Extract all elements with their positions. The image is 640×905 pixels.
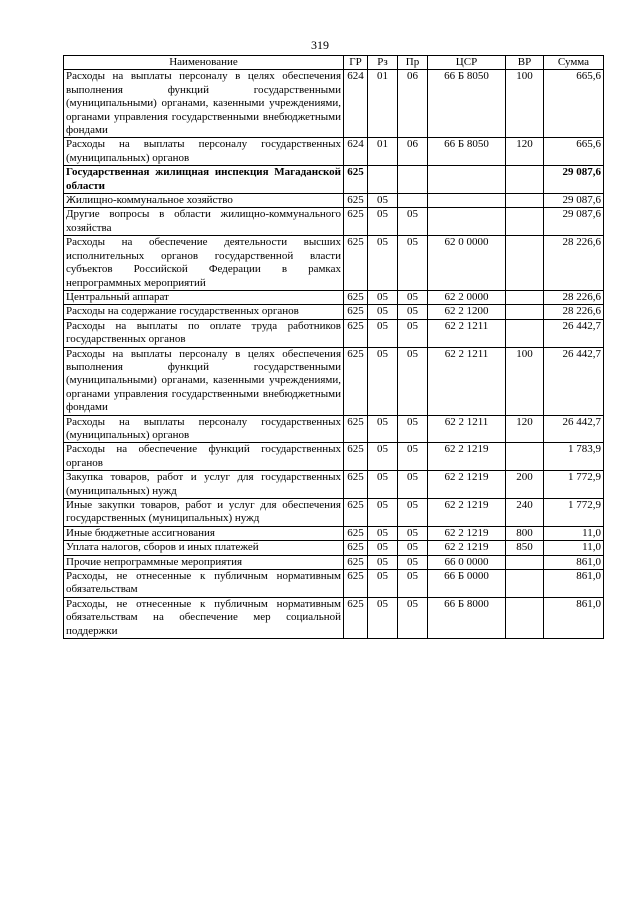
cell-csr: 62 2 1219: [428, 541, 506, 555]
cell-rz: 05: [368, 570, 398, 598]
table-row: [64, 236, 604, 291]
table-row: [64, 526, 604, 540]
cell-sum: 26 442,7: [544, 415, 604, 443]
cell-rz: 05: [368, 526, 398, 540]
cell-pr: 05: [398, 499, 428, 527]
cell-name: Жилищно-коммунальное хозяйство: [64, 194, 344, 208]
cell-vr: 200: [506, 471, 544, 499]
cell-gr: 625: [344, 236, 368, 291]
cell-name: Расходы на выплаты персоналу государственных (муниципальных) органов: [64, 415, 344, 443]
header-gr: ГР: [344, 56, 368, 70]
cell-vr: 120: [506, 138, 544, 166]
cell-csr: 62 2 1219: [428, 443, 506, 471]
cell-sum: 861,0: [544, 555, 604, 569]
cell-rz: 01: [368, 138, 398, 166]
cell-rz: 05: [368, 319, 398, 347]
cell-sum: 26 442,7: [544, 319, 604, 347]
header-vr: ВР: [506, 56, 544, 70]
table-row: [64, 70, 604, 138]
cell-rz: 05: [368, 499, 398, 527]
cell-rz: 05: [368, 443, 398, 471]
cell-vr: [506, 319, 544, 347]
table-row: [64, 194, 604, 208]
cell-sum: 28 226,6: [544, 290, 604, 304]
cell-rz: 05: [368, 347, 398, 415]
cell-gr: 625: [344, 208, 368, 236]
cell-gr: 625: [344, 555, 368, 569]
table-row: [64, 555, 604, 569]
cell-name: Расходы на выплаты персоналу в целях обеспечения выполнения функций государственными (муниципальными) органами, казенными учреждениями, органами управления государственными внебюджетными фондами: [64, 347, 344, 415]
table-row: [64, 305, 604, 319]
cell-rz: 05: [368, 305, 398, 319]
cell-vr: [506, 236, 544, 291]
cell-rz: 05: [368, 471, 398, 499]
cell-rz: 05: [368, 415, 398, 443]
cell-csr: 62 2 0000: [428, 290, 506, 304]
cell-gr: 625: [344, 570, 368, 598]
cell-name: Центральный аппарат: [64, 290, 344, 304]
table-row: [64, 471, 604, 499]
cell-vr: [506, 166, 544, 194]
cell-pr: 05: [398, 347, 428, 415]
cell-sum: 1 772,9: [544, 471, 604, 499]
cell-csr: 66 Б 8050: [428, 70, 506, 138]
cell-name: Расходы на содержание государственных органов: [64, 305, 344, 319]
cell-csr: 62 2 1211: [428, 347, 506, 415]
header-csr: ЦСР: [428, 56, 506, 70]
cell-pr: [398, 194, 428, 208]
cell-gr: 624: [344, 70, 368, 138]
cell-name: Другие вопросы в области жилищно-коммунального хозяйства: [64, 208, 344, 236]
table-row: [64, 319, 604, 347]
cell-csr: 62 2 1211: [428, 319, 506, 347]
cell-pr: [398, 166, 428, 194]
cell-pr: 05: [398, 555, 428, 569]
cell-vr: [506, 290, 544, 304]
table-row: [64, 290, 604, 304]
cell-csr: 66 0 0000: [428, 555, 506, 569]
cell-sum: 29 087,6: [544, 194, 604, 208]
header-rz: Рз: [368, 56, 398, 70]
cell-pr: 05: [398, 471, 428, 499]
cell-pr: 05: [398, 597, 428, 638]
table-row: [64, 347, 604, 415]
cell-gr: 625: [344, 290, 368, 304]
cell-csr: 66 Б 0000: [428, 570, 506, 598]
cell-csr: 62 2 1211: [428, 415, 506, 443]
table-row: [64, 166, 604, 194]
cell-gr: 625: [344, 194, 368, 208]
cell-sum: 665,6: [544, 138, 604, 166]
cell-name: Расходы на выплаты персоналу в целях обеспечения выполнения функций государственными (муниципальными) органами, казенными учреждениями, органами управления государственными внебюджетными фондами: [64, 70, 344, 138]
cell-pr: 05: [398, 541, 428, 555]
cell-name: Расходы, не отнесенные к публичным нормативным обязательствам на обеспечение мер социальной поддержки: [64, 597, 344, 638]
cell-name: Расходы на выплаты по оплате труда работников государственных органов: [64, 319, 344, 347]
cell-rz: 05: [368, 597, 398, 638]
cell-name: Уплата налогов, сборов и иных платежей: [64, 541, 344, 555]
cell-sum: 26 442,7: [544, 347, 604, 415]
cell-sum: 28 226,6: [544, 236, 604, 291]
header-name: Наименование: [64, 56, 344, 70]
cell-name: Расходы, не отнесенные к публичным нормативным обязательствам: [64, 570, 344, 598]
cell-sum: 1 783,9: [544, 443, 604, 471]
cell-gr: 625: [344, 347, 368, 415]
cell-vr: [506, 443, 544, 471]
cell-gr: 625: [344, 415, 368, 443]
table-row: [64, 208, 604, 236]
cell-name: Расходы на выплаты персоналу государственных (муниципальных) органов: [64, 138, 344, 166]
cell-rz: [368, 166, 398, 194]
cell-pr: 05: [398, 305, 428, 319]
cell-pr: 05: [398, 236, 428, 291]
table-row: [64, 541, 604, 555]
header-row: [64, 56, 604, 70]
cell-rz: 01: [368, 70, 398, 138]
table-header: [64, 56, 604, 70]
cell-name: Закупка товаров, работ и услуг для государственных (муниципальных) нужд: [64, 471, 344, 499]
cell-csr: [428, 194, 506, 208]
cell-csr: 66 Б 8050: [428, 138, 506, 166]
cell-sum: 28 226,6: [544, 305, 604, 319]
cell-rz: 05: [368, 194, 398, 208]
cell-sum: 861,0: [544, 597, 604, 638]
cell-rz: 05: [368, 236, 398, 291]
cell-pr: 05: [398, 415, 428, 443]
cell-vr: [506, 555, 544, 569]
header-sum: Сумма: [544, 56, 604, 70]
table-row: [64, 499, 604, 527]
header-pr: Пр: [398, 56, 428, 70]
cell-rz: 05: [368, 555, 398, 569]
cell-csr: 62 2 1219: [428, 526, 506, 540]
cell-vr: 100: [506, 70, 544, 138]
cell-gr: 625: [344, 319, 368, 347]
cell-gr: 625: [344, 597, 368, 638]
cell-sum: 29 087,6: [544, 208, 604, 236]
cell-rz: 05: [368, 290, 398, 304]
cell-name: Иные закупки товаров, работ и услуг для обеспечения государственных (муниципальных) нужд: [64, 499, 344, 527]
cell-csr: [428, 208, 506, 236]
table-row: [64, 443, 604, 471]
cell-csr: 62 2 1219: [428, 499, 506, 527]
cell-vr: 120: [506, 415, 544, 443]
cell-gr: 625: [344, 166, 368, 194]
cell-name: Иные бюджетные ассигнования: [64, 526, 344, 540]
cell-vr: 240: [506, 499, 544, 527]
cell-csr: 62 2 1219: [428, 471, 506, 499]
cell-gr: 625: [344, 541, 368, 555]
cell-name: Прочие непрограммные мероприятия: [64, 555, 344, 569]
cell-pr: 06: [398, 138, 428, 166]
cell-pr: 06: [398, 70, 428, 138]
cell-csr: 66 Б 8000: [428, 597, 506, 638]
cell-csr: 62 2 1200: [428, 305, 506, 319]
cell-csr: 62 0 0000: [428, 236, 506, 291]
cell-name: Государственная жилищная инспекция Магаданской области: [64, 166, 344, 194]
table-row: [64, 138, 604, 166]
table-row: [64, 415, 604, 443]
cell-sum: 1 772,9: [544, 499, 604, 527]
cell-sum: 665,6: [544, 70, 604, 138]
cell-sum: 11,0: [544, 526, 604, 540]
cell-vr: [506, 597, 544, 638]
cell-vr: [506, 305, 544, 319]
cell-gr: 625: [344, 443, 368, 471]
cell-pr: 05: [398, 526, 428, 540]
cell-pr: 05: [398, 208, 428, 236]
cell-rz: 05: [368, 541, 398, 555]
cell-gr: 625: [344, 499, 368, 527]
cell-csr: [428, 166, 506, 194]
cell-vr: [506, 194, 544, 208]
cell-pr: 05: [398, 443, 428, 471]
cell-pr: 05: [398, 319, 428, 347]
cell-vr: 100: [506, 347, 544, 415]
cell-sum: 861,0: [544, 570, 604, 598]
table-row: [64, 570, 604, 598]
cell-gr: 625: [344, 305, 368, 319]
cell-gr: 624: [344, 138, 368, 166]
cell-vr: [506, 570, 544, 598]
cell-gr: 625: [344, 471, 368, 499]
cell-vr: 800: [506, 526, 544, 540]
table-body: [64, 70, 604, 639]
budget-table: [63, 55, 604, 639]
cell-name: Расходы на обеспечение деятельности высших исполнительных органов государственной власти субъектов Российской Федерации в рамках непрограммных мероприятий: [64, 236, 344, 291]
page-number: 319: [311, 38, 329, 52]
cell-vr: 850: [506, 541, 544, 555]
cell-vr: [506, 208, 544, 236]
cell-pr: 05: [398, 570, 428, 598]
cell-name: Расходы на обеспечение функций государственных органов: [64, 443, 344, 471]
cell-sum: 11,0: [544, 541, 604, 555]
cell-gr: 625: [344, 526, 368, 540]
table-row: [64, 597, 604, 638]
cell-rz: 05: [368, 208, 398, 236]
cell-pr: 05: [398, 290, 428, 304]
cell-sum: 29 087,6: [544, 166, 604, 194]
